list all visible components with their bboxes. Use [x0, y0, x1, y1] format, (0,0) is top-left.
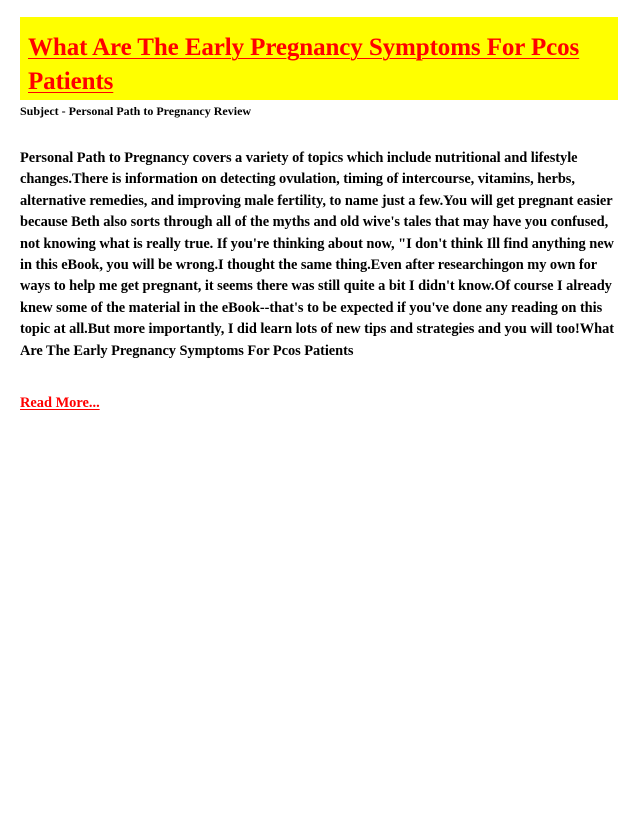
read-more-link[interactable]: Read More... — [20, 395, 100, 411]
title-banner — [20, 17, 618, 100]
article-body: Personal Path to Pregnancy covers a variety of topics which include nutritional and lifestyle changes.There is information on detecting ovulation, timing of intercourse, vitamins, herbs, alternative remedies, and improving male fertility, to name just a few.You will get pregnant easier because Beth also sorts through all of the myths and old wive's tales that may have you confused, not knowing what is really true. If you're thinking about now, "I don't think Ill find anything new in this eBook, you will be wrong.I thought the same thing.Even after researchingon my own for ways to help me get pregnant, it seems there was still quite a bit I didn't know.Of course I already knew some of the material in the eBook--that's to be expected if you've done any reading on this topic at all.But more importantly, I did learn lots of new tips and strategies and you will too!What Are The Early Pregnancy Symptoms For Pcos Patients — [20, 150, 614, 359]
subject-line: Subject - Personal Path to Pregnancy Review — [20, 104, 252, 118]
page-title: What Are The Early Pregnancy Symptoms For Pcos Patients — [28, 34, 580, 95]
